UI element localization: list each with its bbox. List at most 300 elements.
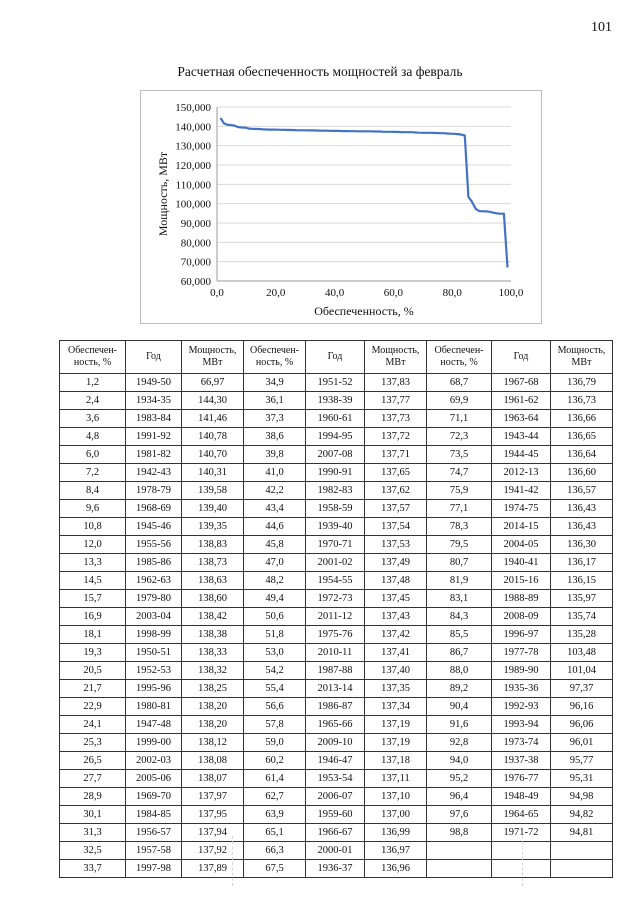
table-cell: 78,3 [427,518,492,536]
table-cell: 1998-99 [126,626,182,644]
column-header: Обеспечен-ность, % [427,341,492,374]
table-cell: 1980-81 [126,698,182,716]
table-cell: 1987-88 [306,662,365,680]
table-cell: 56,6 [244,698,306,716]
table-cell: 1989-90 [492,662,551,680]
table-cell [551,842,613,860]
table-row [60,608,613,626]
table-row [60,500,613,518]
table-cell: 95,31 [551,770,613,788]
table-cell: 77,1 [427,500,492,518]
table-cell: 140,31 [182,464,244,482]
table-cell: 137,72 [365,428,427,446]
table-cell: 86,7 [427,644,492,662]
scan-artifact-line [232,836,233,886]
table-cell [551,860,613,878]
column-header: Обеспечен-ность, % [244,341,306,374]
table-cell: 80,7 [427,554,492,572]
table-cell: 94,81 [551,824,613,842]
table-cell: 139,58 [182,482,244,500]
table-cell: 137,11 [365,770,427,788]
table-cell: 136,66 [551,410,613,428]
table-cell: 135,74 [551,608,613,626]
table-cell: 1941-42 [492,482,551,500]
table-cell: 137,65 [365,464,427,482]
table-cell: 138,08 [182,752,244,770]
table-row [60,824,613,842]
table-cell: 62,7 [244,788,306,806]
table-cell: 96,01 [551,734,613,752]
table-cell: 28,9 [60,788,126,806]
table-cell: 75,9 [427,482,492,500]
table-cell: 2002-03 [126,752,182,770]
table-cell: 97,37 [551,680,613,698]
table-cell: 1991-92 [126,428,182,446]
table-cell: 50,6 [244,608,306,626]
table-cell: 138,63 [182,572,244,590]
table-cell: 51,8 [244,626,306,644]
table-cell: 1983-84 [126,410,182,428]
table-cell: 2012-13 [492,464,551,482]
table-cell: 1937-38 [492,752,551,770]
table-cell: 21,7 [60,680,126,698]
chart-title: Расчетная обеспеченность мощностей за февраль [177,64,463,79]
table-cell: 26,5 [60,752,126,770]
table-cell: 32,5 [60,842,126,860]
table-cell: 136,43 [551,500,613,518]
y-tick-label: 80,000 [180,237,211,250]
table-cell: 1935-36 [492,680,551,698]
table-cell: 137,89 [182,860,244,878]
table-cell: 2009-10 [306,734,365,752]
table-cell: 1972-73 [306,590,365,608]
table-cell: 36,1 [244,392,306,410]
table-row [60,716,613,734]
table-cell: 20,5 [60,662,126,680]
line-chart [141,91,541,323]
table-cell: 135,97 [551,590,613,608]
table-row [60,680,613,698]
table-cell: 1971-72 [492,824,551,842]
chart-area [140,90,542,324]
table-cell: 137,19 [365,734,427,752]
x-tick-label: 0,0 [210,287,224,299]
table-cell: 48,2 [244,572,306,590]
column-header: Год [306,341,365,374]
table-cell: 1964-65 [492,806,551,824]
table-cell: 136,43 [551,518,613,536]
table-cell: 38,6 [244,428,306,446]
table-cell: 1974-75 [492,500,551,518]
table-cell: 7,2 [60,464,126,482]
table-cell: 137,40 [365,662,427,680]
table-cell: 138,60 [182,590,244,608]
table-cell: 1966-67 [306,824,365,842]
table-cell: 68,7 [427,374,492,392]
table-cell: 1960-61 [306,410,365,428]
table-cell: 136,30 [551,536,613,554]
x-tick-label: 100,0 [498,287,524,299]
table-cell: 1995-96 [126,680,182,698]
table-cell: 1990-91 [306,464,365,482]
table-cell: 137,35 [365,680,427,698]
table-cell: 1949-50 [126,374,182,392]
table-cell: 1999-00 [126,734,182,752]
table-cell: 136,65 [551,428,613,446]
y-tick-label: 110,000 [175,179,211,192]
y-tick-label: 150,000 [175,102,211,114]
table-row [60,770,613,788]
table-cell: 67,5 [244,860,306,878]
table-cell: 138,32 [182,662,244,680]
table-cell: 141,46 [182,410,244,428]
table-cell: 1942-43 [126,464,182,482]
table-cell: 85,5 [427,626,492,644]
table-cell: 2010-11 [306,644,365,662]
table-cell: 92,8 [427,734,492,752]
table-row [60,860,613,878]
table-cell [492,860,551,878]
table-cell: 27,7 [60,770,126,788]
table-cell: 41,0 [244,464,306,482]
table-cell: 101,04 [551,662,613,680]
table-cell: 137,57 [365,500,427,518]
table-cell: 1965-66 [306,716,365,734]
table-cell: 1959-60 [306,806,365,824]
y-tick-label: 60,000 [180,276,211,288]
table-row [60,752,613,770]
table-cell: 1973-74 [492,734,551,752]
table-cell: 1958-59 [306,500,365,518]
table-cell: 33,7 [60,860,126,878]
table-row [60,464,613,482]
table-cell: 1,2 [60,374,126,392]
table-cell: 34,9 [244,374,306,392]
table-cell: 1947-48 [126,716,182,734]
table-row [60,446,613,464]
table-cell: 137,97 [182,788,244,806]
x-tick-label: 80,0 [442,287,462,299]
table-cell: 54,2 [244,662,306,680]
table-cell: 2,4 [60,392,126,410]
table-cell: 1939-40 [306,518,365,536]
table-cell: 71,1 [427,410,492,428]
table-row [60,626,613,644]
table-cell: 1981-82 [126,446,182,464]
table-cell: 2000-01 [306,842,365,860]
table-row [60,842,613,860]
table-cell: 63,9 [244,806,306,824]
scan-artifact-line [522,836,523,886]
table-cell: 8,4 [60,482,126,500]
table-cell: 1951-52 [306,374,365,392]
table-cell: 42,2 [244,482,306,500]
y-tick-label: 140,000 [175,121,211,134]
table-row [60,788,613,806]
table-cell: 57,8 [244,716,306,734]
table-cell: 69,9 [427,392,492,410]
table-cell: 103,48 [551,644,613,662]
table-cell: 1944-45 [492,446,551,464]
table-cell: 136,99 [365,824,427,842]
table-cell: 1956-57 [126,824,182,842]
y-tick-label: 70,000 [180,256,211,269]
table-cell: 1938-39 [306,392,365,410]
table-cell: 136,15 [551,572,613,590]
table-cell: 43,4 [244,500,306,518]
table-cell: 4,8 [60,428,126,446]
y-tick-label: 120,000 [175,160,211,172]
y-tick-label: 90,000 [180,218,211,230]
table-cell: 1936-37 [306,860,365,878]
table-cell: 138,73 [182,554,244,572]
table-cell: 138,25 [182,680,244,698]
table-cell: 1979-80 [126,590,182,608]
table-cell: 1948-49 [492,788,551,806]
table-cell: 1988-89 [492,590,551,608]
column-header: Обеспечен-ность, % [60,341,126,374]
table-cell: 1954-55 [306,572,365,590]
table-cell: 137,10 [365,788,427,806]
table-cell: 144,30 [182,392,244,410]
table-header-row [60,341,613,374]
table-cell: 1984-85 [126,806,182,824]
table-cell: 138,20 [182,698,244,716]
table-cell: 6,0 [60,446,126,464]
table-cell: 15,7 [60,590,126,608]
table-cell: 138,07 [182,770,244,788]
table-cell: 1967-68 [492,374,551,392]
table-cell: 137,43 [365,608,427,626]
y-tick-label: 100,000 [175,198,211,211]
table-row [60,536,613,554]
table-cell: 1997-98 [126,860,182,878]
table-cell: 49,4 [244,590,306,608]
table-cell: 136,96 [365,860,427,878]
table-cell: 137,49 [365,554,427,572]
table-cell [492,842,551,860]
table-cell: 1940-41 [492,554,551,572]
table-cell [427,860,492,878]
table-cell: 1977-78 [492,644,551,662]
table-cell: 137,19 [365,716,427,734]
table-cell: 139,35 [182,518,244,536]
table-cell: 84,3 [427,608,492,626]
table-row [60,374,613,392]
table-cell: 136,57 [551,482,613,500]
table-cell: 74,7 [427,464,492,482]
table-cell: 137,48 [365,572,427,590]
table-cell: 2006-07 [306,788,365,806]
table-cell: 19,3 [60,644,126,662]
table-cell: 81,9 [427,572,492,590]
table-cell: 66,97 [182,374,244,392]
table-cell: 137,95 [182,806,244,824]
page-number: 101 [591,20,612,35]
table-body [60,374,613,878]
table-cell: 25,3 [60,734,126,752]
table-cell: 14,5 [60,572,126,590]
table-cell: 96,4 [427,788,492,806]
table-cell: 61,4 [244,770,306,788]
table-cell: 1993-94 [492,716,551,734]
table-cell: 137,34 [365,698,427,716]
y-tick-label: 130,000 [175,140,211,153]
table-cell: 3,6 [60,410,126,428]
table-cell: 136,73 [551,392,613,410]
table-cell: 1969-70 [126,788,182,806]
table-cell: 137,18 [365,752,427,770]
table-cell: 1943-44 [492,428,551,446]
table-cell: 1934-35 [126,392,182,410]
table-cell: 1963-64 [492,410,551,428]
table-cell: 1946-47 [306,752,365,770]
table-cell: 2008-09 [492,608,551,626]
table-cell: 137,73 [365,410,427,428]
table-cell: 137,45 [365,590,427,608]
table-cell: 83,1 [427,590,492,608]
table-cell: 24,1 [60,716,126,734]
table-cell: 95,77 [551,752,613,770]
table-cell: 1985-86 [126,554,182,572]
table-cell: 138,42 [182,608,244,626]
table-cell: 39,8 [244,446,306,464]
table-cell: 2011-12 [306,608,365,626]
table-cell: 137,53 [365,536,427,554]
table-row [60,482,613,500]
table-cell: 65,1 [244,824,306,842]
table-cell: 13,3 [60,554,126,572]
table-cell: 37,3 [244,410,306,428]
series-line [221,118,508,268]
table-cell: 18,1 [60,626,126,644]
table-cell: 137,62 [365,482,427,500]
table-cell: 95,2 [427,770,492,788]
table-cell: 2001-02 [306,554,365,572]
table-cell: 1952-53 [126,662,182,680]
table-cell: 90,4 [427,698,492,716]
table-cell: 136,64 [551,446,613,464]
table-cell: 44,6 [244,518,306,536]
table-cell: 47,0 [244,554,306,572]
table-row [60,662,613,680]
table-cell: 73,5 [427,446,492,464]
table-cell: 1955-56 [126,536,182,554]
table-cell: 89,2 [427,680,492,698]
table-cell: 137,41 [365,644,427,662]
table-cell: 79,5 [427,536,492,554]
table-row [60,644,613,662]
table-cell: 1978-79 [126,482,182,500]
table-row [60,698,613,716]
table-cell: 2015-16 [492,572,551,590]
table-cell: 1962-63 [126,572,182,590]
table-cell: 45,8 [244,536,306,554]
table-row [60,554,613,572]
table-cell: 1982-83 [306,482,365,500]
table-cell [427,842,492,860]
table-cell: 2007-08 [306,446,365,464]
table-cell: 1961-62 [492,392,551,410]
x-tick-label: 20,0 [266,287,286,299]
table-cell: 9,6 [60,500,126,518]
x-tick-label: 40,0 [324,287,345,299]
column-header: Год [492,341,551,374]
table-cell: 1975-76 [306,626,365,644]
table-cell: 137,92 [182,842,244,860]
table-cell: 30,1 [60,806,126,824]
table-cell: 138,12 [182,734,244,752]
column-header: Мощность, МВт [365,341,427,374]
y-axis-label: Мощность, МВт [156,151,170,237]
table-cell: 2013-14 [306,680,365,698]
table-cell: 137,83 [365,374,427,392]
table-cell: 138,38 [182,626,244,644]
table-cell: 1970-71 [306,536,365,554]
table-cell: 137,77 [365,392,427,410]
table-cell: 140,78 [182,428,244,446]
table-cell: 140,70 [182,446,244,464]
table-cell: 59,0 [244,734,306,752]
table-cell: 1950-51 [126,644,182,662]
table-cell: 1992-93 [492,698,551,716]
table-cell: 12,0 [60,536,126,554]
table-row [60,392,613,410]
table-cell: 137,94 [182,824,244,842]
table-cell: 96,16 [551,698,613,716]
table-cell: 2005-06 [126,770,182,788]
column-header: Мощность, МВт [182,341,244,374]
table-row [60,518,613,536]
table-cell: 96,06 [551,716,613,734]
table-cell: 91,6 [427,716,492,734]
table-cell: 66,3 [244,842,306,860]
table-cell: 1945-46 [126,518,182,536]
table-cell: 1986-87 [306,698,365,716]
table-cell: 136,60 [551,464,613,482]
column-header: Год [126,341,182,374]
table-row [60,572,613,590]
table-cell: 55,4 [244,680,306,698]
table-cell: 88,0 [427,662,492,680]
column-header: Мощность, МВт [551,341,613,374]
table-row [60,806,613,824]
table-cell: 138,20 [182,716,244,734]
table-cell: 139,40 [182,500,244,518]
table-cell: 135,28 [551,626,613,644]
table-cell: 137,42 [365,626,427,644]
table-cell: 138,83 [182,536,244,554]
table-row [60,428,613,446]
x-axis-label: Обеспеченность, % [314,304,414,318]
table-cell: 72,3 [427,428,492,446]
table-cell: 2004-05 [492,536,551,554]
table-cell: 16,9 [60,608,126,626]
table-cell: 1953-54 [306,770,365,788]
table-cell: 1994-95 [306,428,365,446]
table-cell: 97,6 [427,806,492,824]
table-cell: 137,54 [365,518,427,536]
table-cell: 1996-97 [492,626,551,644]
table-cell: 137,71 [365,446,427,464]
table-cell: 10,8 [60,518,126,536]
table-cell: 2003-04 [126,608,182,626]
table-cell: 94,98 [551,788,613,806]
table-cell: 137,00 [365,806,427,824]
table-cell: 136,17 [551,554,613,572]
table-cell: 136,97 [365,842,427,860]
x-tick-label: 60,0 [383,287,404,299]
